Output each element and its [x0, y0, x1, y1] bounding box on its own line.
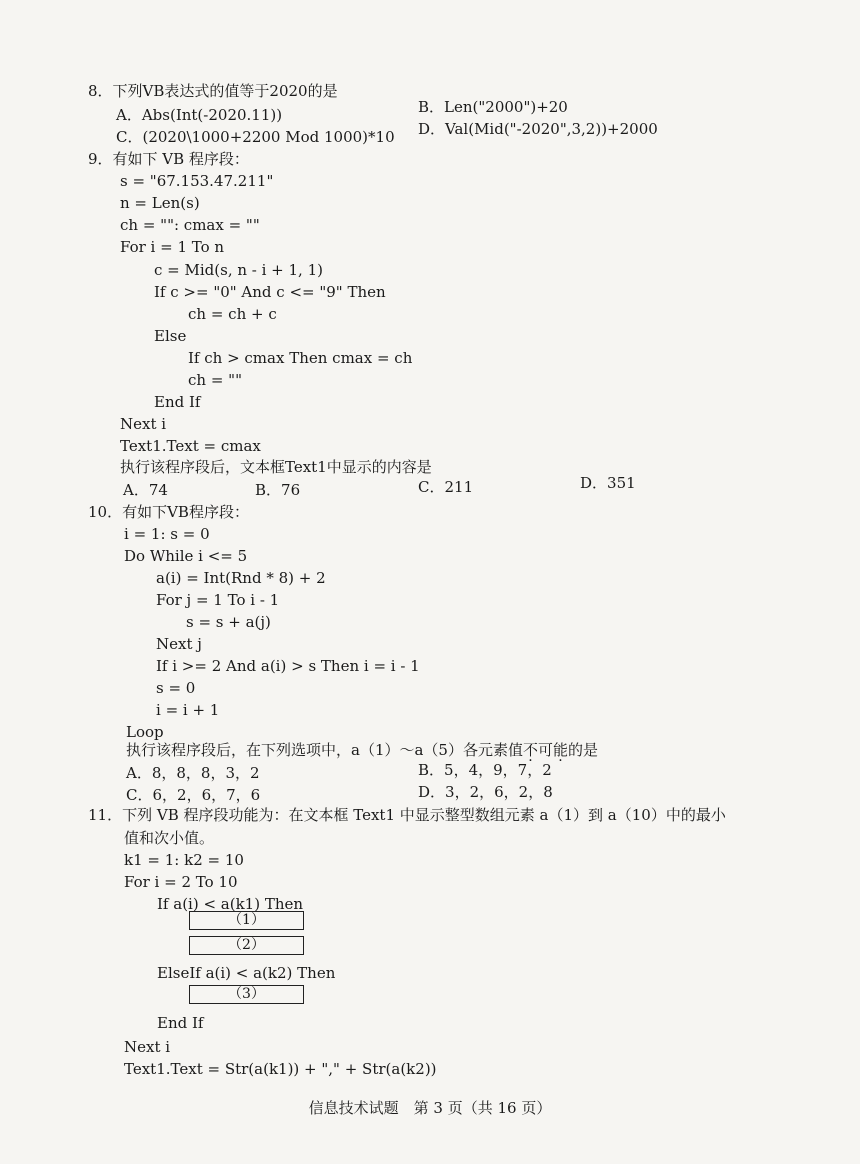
q10-question-pre: 执行该程序段后，在下列选项中，a（1）～a（5）各元素值: [126, 741, 523, 759]
code-line: ElseIf a(i) < a(k2) Then: [157, 964, 336, 982]
q10-option-d: D．3，2，6，2，8: [418, 783, 553, 801]
q9-option-c: C．211: [418, 478, 474, 496]
code-line: End If: [157, 1014, 204, 1032]
code-line: n = Len(s): [120, 194, 200, 212]
q8-option-c: C．(2020\1000+2200 Mod 1000)*10: [116, 128, 395, 146]
q8-option-b: B．Len("2000")+20: [418, 98, 568, 116]
q10-stem: 10．有如下VB程序段：: [88, 503, 249, 521]
answer-blank-3: （3）: [189, 985, 304, 1004]
code-line: Text1.Text = Str(a(k1)) + "," + Str(a(k2)): [124, 1060, 437, 1078]
code-line: For i = 1 To n: [120, 238, 225, 256]
q10-question-post: 的是: [568, 741, 599, 759]
code-line: If i >= 2 And a(i) > s Then i = i - 1: [156, 657, 420, 675]
page-footer: 信息技术试题 第 3 页（共 16 页）: [308, 1099, 552, 1117]
code-line: s = "67.153.47.211": [120, 172, 274, 190]
q9-question: 执行该程序段后，文本框Text1中显示的内容是: [120, 458, 432, 476]
code-line: Do While i <= 5: [124, 547, 248, 565]
emphasis-char: 能: [553, 741, 569, 759]
q9-option-d: D．351: [580, 474, 636, 492]
emphasis-char: 不: [522, 741, 538, 759]
code-line: ch = ch + c: [188, 305, 277, 323]
answer-blank-2: （2）: [189, 936, 304, 955]
code-line: k1 = 1: k2 = 10: [124, 851, 244, 869]
q9-stem: 9．有如下 VB 程序段：: [88, 150, 249, 168]
code-line: s = 0: [156, 679, 196, 697]
q10-option-b: B．5，4，9，7，2: [418, 761, 552, 779]
q10-question-mid: 可: [538, 741, 554, 759]
code-line: i = 1: s = 0: [124, 525, 210, 543]
q10-option-c: C．6，2，6，7，6: [126, 786, 261, 804]
code-line: Text1.Text = cmax: [120, 437, 261, 455]
code-line: a(i) = Int(Rnd * 8) + 2: [156, 569, 326, 587]
code-line: Else: [154, 327, 187, 345]
q11-stem-line2: 值和次小值。: [124, 829, 215, 847]
q9-option-b: B．76: [255, 481, 301, 499]
q10-question: [126, 740, 598, 760]
code-line: Next i: [120, 415, 167, 433]
code-line: Next j: [156, 635, 202, 653]
code-line: For j = 1 To i - 1: [156, 591, 280, 609]
q8-option-a: A．Abs(Int(-2020.11)): [116, 106, 283, 124]
q10-option-a: A．8，8，8，3，2: [126, 764, 260, 782]
code-line: i = i + 1: [156, 701, 220, 719]
code-line: For i = 2 To 10: [124, 873, 238, 891]
code-line: c = Mid(s, n - i + 1, 1): [154, 261, 323, 279]
code-line: Loop: [126, 723, 164, 741]
code-line: ch = "": [188, 371, 242, 389]
q11-stem-line1: 11．下列 VB 程序段功能为：在文本框 Text1 中显示整型数组元素 a（1）到 a（10）中的最小: [88, 806, 726, 824]
code-line: ch = "": cmax = "": [120, 216, 260, 234]
code-line: s = s + a(j): [186, 613, 271, 631]
code-line: If ch > cmax Then cmax = ch: [188, 349, 413, 367]
q8-option-d: D．Val(Mid("-2020",3,2))+2000: [418, 120, 658, 138]
code-line: If a(i) < a(k1) Then: [157, 895, 304, 913]
code-line: If c >= "0" And c <= "9" Then: [154, 283, 386, 301]
code-line: Next i: [124, 1038, 171, 1056]
q9-option-a: A．74: [123, 481, 168, 499]
answer-blank-1: （1）: [189, 911, 304, 930]
q8-stem: 8．下列VB表达式的值等于2020的是: [88, 82, 338, 100]
code-line: End If: [154, 393, 201, 411]
